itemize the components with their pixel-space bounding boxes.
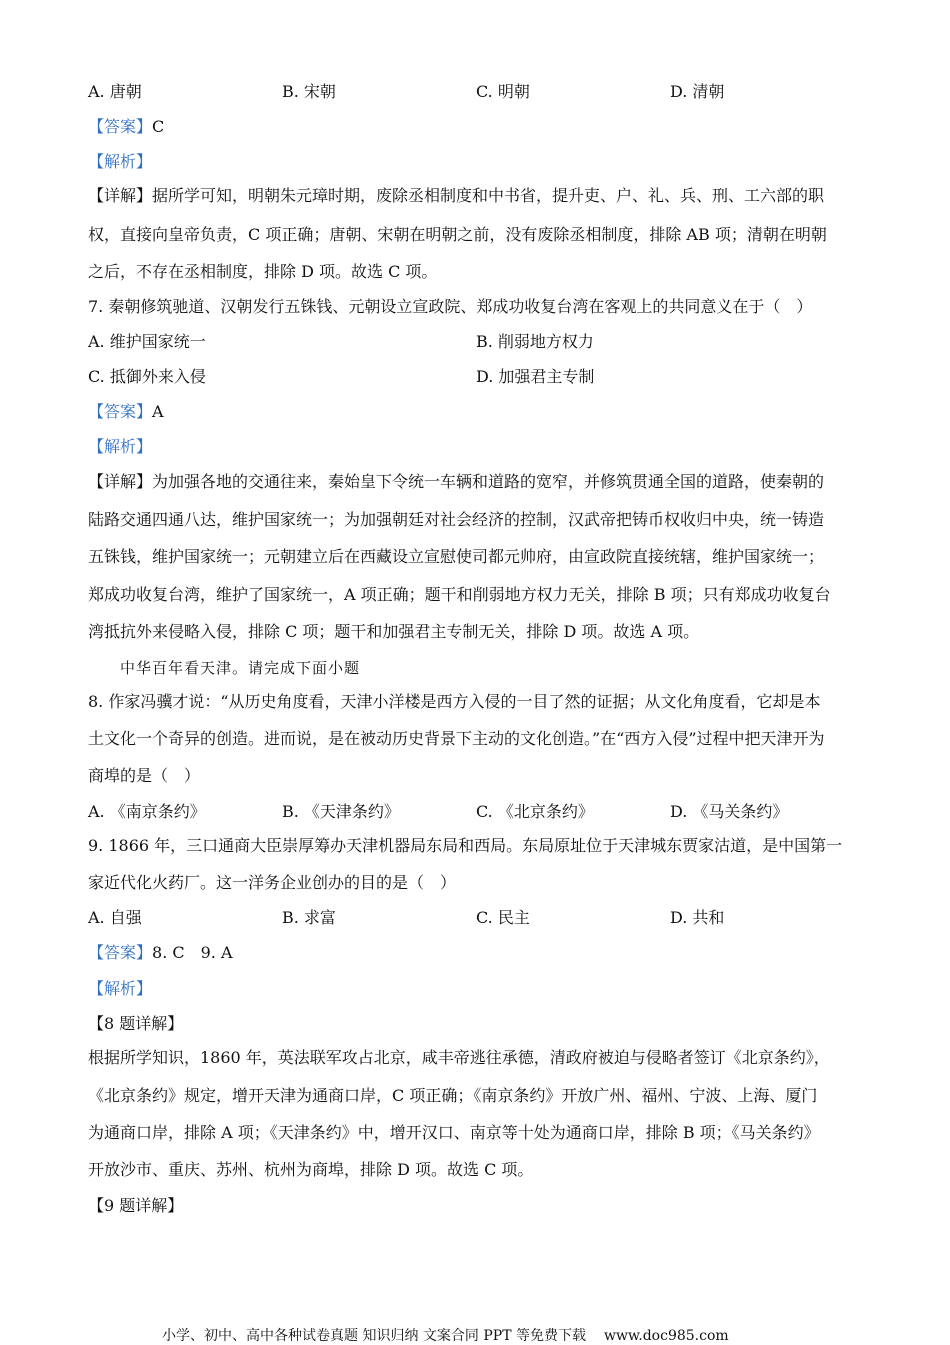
q7-detail-line-5: 湾抵抗外来侵略入侵，排除 C 项；题干和加强君主专制无关，排除 D 项。故选 A 项。: [88, 622, 700, 641]
q8-detail-heading: 【8 题详解】: [88, 1014, 184, 1033]
q6-option-b: B. 宋朝: [282, 82, 336, 101]
group-answer-row: [88, 943, 868, 963]
q8-option-a: A. 《南京条约》: [88, 802, 206, 821]
q9-option-b: B. 求富: [282, 908, 336, 927]
footer: [162, 1325, 729, 1345]
q8-option-b: B. 《天津条约》: [282, 802, 400, 821]
q7-question: 7. 秦朝修筑驰道、汉朝发行五铢钱、元朝设立宣政院、郑成功收复台湾在客观上的共同意义在于（ ）: [88, 297, 813, 316]
q7-detail-line-3: 五铢钱，维护国家统一；元朝建立后在西藏设立宣慰使司都元帅府，由宣政院直接统辖，维护国家统一；: [88, 547, 825, 566]
q6-answer-value: C: [152, 117, 165, 136]
group-header: 中华百年看天津。请完成下面小题: [120, 659, 361, 677]
q7-detail-line-4: 郑成功收复台湾，维护了国家统一，A 项正确；题干和削弱地方权力无关，排除 B 项；只有郑成功收复台: [88, 585, 831, 604]
q6-answer-row: [88, 117, 868, 137]
q7-option-d: D. 加强君主专制: [476, 367, 595, 386]
q6-detail-line-2: 权，直接向皇帝负责，C 项正确；唐朝、宋朝在明朝之前，没有废除丞相制度，排除 AB 项；清朝在明朝: [88, 225, 827, 244]
q8-option-c: C. 《北京条约》: [476, 802, 594, 821]
q7-option-b: B. 削弱地方权力: [476, 332, 594, 351]
q7-detail-line-1: 【详解】为加强各地的交通往来，秦始皇下令统一车辆和道路的宽窄，并修筑贯通全国的道路，使秦朝的: [88, 472, 825, 491]
q9-option-a: A. 自强: [88, 908, 142, 927]
q6-detail-line-1: 【详解】据所学可知，明朝朱元璋时期，废除丞相制度和中书省，提升吏、户、礼、兵、刑、工六部的职: [88, 186, 825, 205]
q8-detail-line-4: 开放沙市、重庆、苏州、杭州为商埠，排除 D 项。故选 C 项。: [88, 1160, 534, 1179]
group-analysis-label: 【解析】: [88, 979, 153, 998]
q8-option-d: D. 《马关条约》: [670, 802, 789, 821]
q8-question-line-2: 土文化一个奇异的创造。进而说，是在被动历史背景下主动的文化创造。”在“西方入侵”过程中把天津开为: [88, 729, 825, 748]
answer-tag: 【答案】: [88, 943, 153, 962]
q8-detail-line-2: 《北京条约》规定，增开天津为通商口岸，C 项正确；《南京条约》开放广州、福州、宁波、上海、厦门: [88, 1086, 818, 1105]
q7-option-c: C. 抵御外来入侵: [88, 367, 206, 386]
q8-question-line-3: 商埠的是（ ）: [88, 766, 201, 785]
q9-option-c: C. 民主: [476, 908, 530, 927]
q8-question-line-1: 8. 作家冯骥才说：“从历史角度看，天津小洋楼是西方入侵的一目了然的证据；从文化角度看，它却是本: [88, 692, 821, 711]
q7-detail-line-2: 陆路交通四通八达，维护国家统一；为加强朝廷对社会经济的控制，汉武帝把铸币权收归中央，统一铸造: [88, 510, 825, 529]
q7-answer-row: [88, 402, 868, 422]
q8-detail-line-1: 根据所学知识，1860 年，英法联军攻占北京，咸丰帝逃往承德，清政府被迫与侵略者签订《北京条约》，: [88, 1048, 830, 1067]
q6-option-c: C. 明朝: [476, 82, 530, 101]
q7-option-a: A. 维护国家统一: [88, 332, 206, 351]
footer-url[interactable]: www.doc985.com: [603, 1328, 729, 1344]
answer-tag: 【答案】: [88, 117, 153, 136]
q8-detail-line-3: 为通商口岸，排除 A 项；《天津条约》中，增开汉口、南京等十处为通商口岸，排除 B 项；《马关条约》: [88, 1123, 820, 1142]
q9-detail-heading: 【9 题详解】: [88, 1196, 184, 1215]
q6-analysis-label: 【解析】: [88, 152, 153, 171]
q6-detail-line-3: 之后，不存在丞相制度，排除 D 项。故选 C 项。: [88, 262, 438, 281]
answer-tag: 【答案】: [88, 402, 153, 421]
q6-option-d: D. 清朝: [670, 82, 725, 101]
q6-option-a: A. 唐朝: [88, 82, 142, 101]
q7-answer-value: A: [152, 402, 164, 421]
q9-question-line-2: 家近代化火药厂。这一洋务企业创办的目的是（ ）: [88, 873, 457, 892]
footer-text: 小学、初中、高中各种试卷真题 知识归纳 文案合同 PPT 等免费下载: [162, 1328, 586, 1344]
group-answer-value: 8. C 9. A: [152, 943, 233, 962]
q9-option-d: D. 共和: [670, 908, 725, 927]
q9-question-line-1: 9. 1866 年，三口通商大臣崇厚筹办天津机器局东局和西局。东局原址位于天津城东贾家沽道，是中国第一: [88, 836, 843, 855]
q7-analysis-label: 【解析】: [88, 437, 153, 456]
